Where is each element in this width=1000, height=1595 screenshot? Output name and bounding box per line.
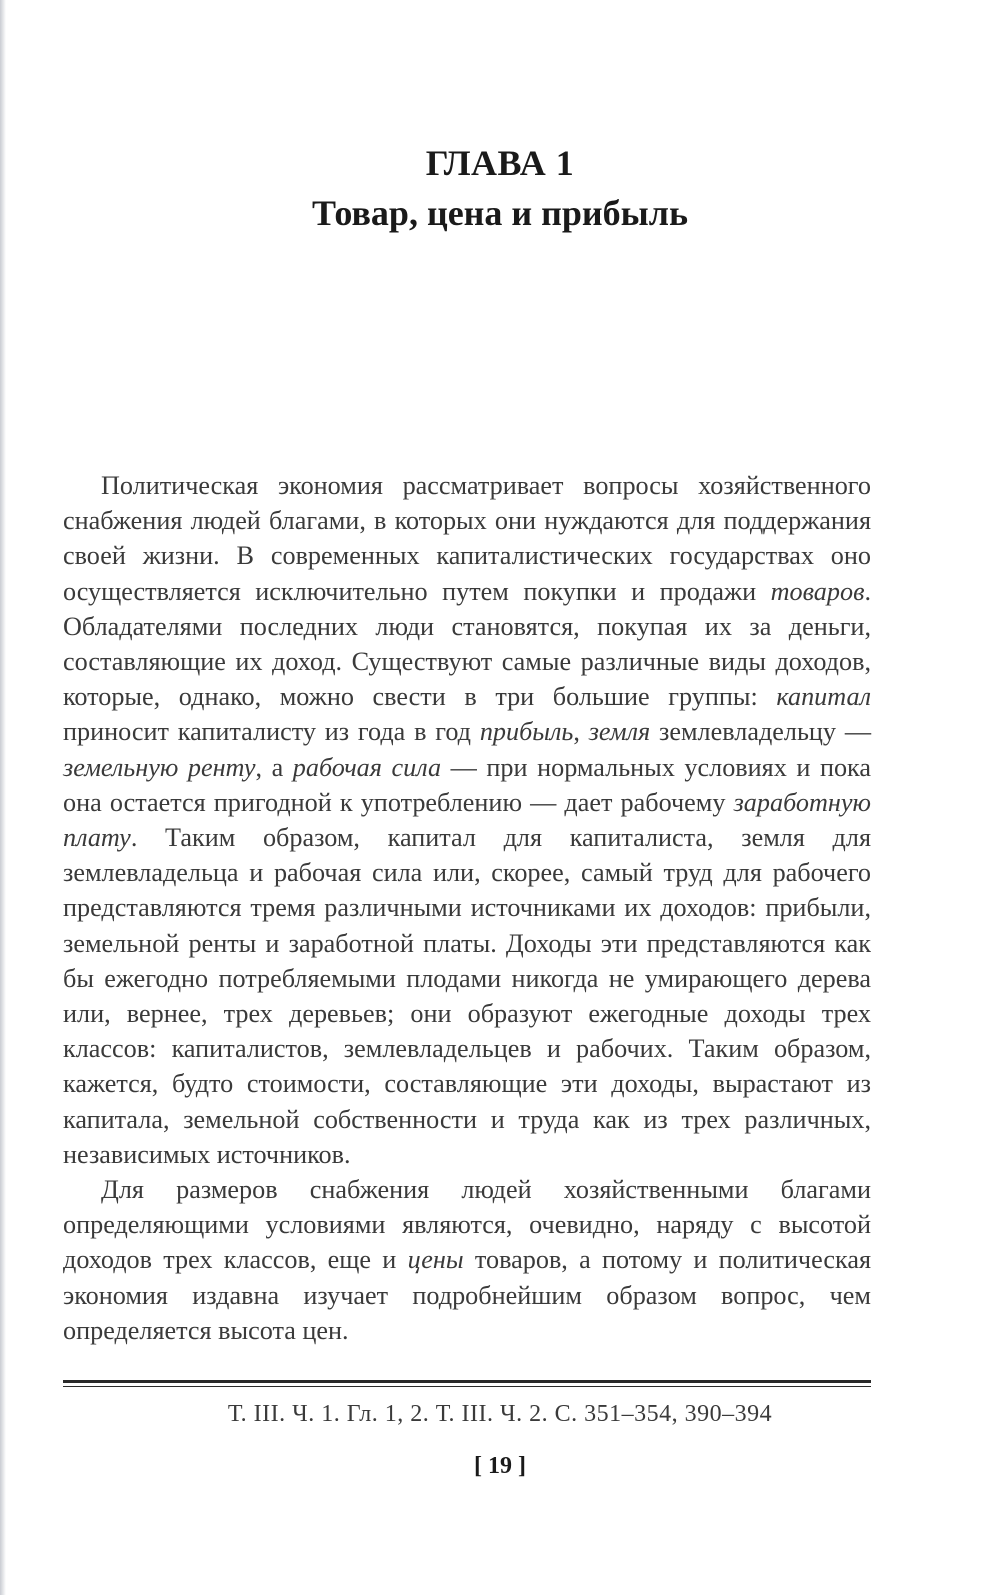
source-reference: Т. III. Ч. 1. Гл. 1, 2. Т. III. Ч. 2. С. 351–354, 390–394: [227, 1401, 773, 1427]
text-segment: ,: [573, 717, 589, 747]
italic-term: прибыль: [479, 717, 574, 747]
text-segment: Для размеров снабжения людей хозяйственными благами определяющими условиями являются, очевидно, наряду с высотой доходов трех классов, еще и: [63, 1175, 871, 1275]
chapter-header: [0, 138, 1000, 238]
italic-term: товаров: [770, 576, 865, 606]
text-segment: товаров, а потому и политическая экономия издавна изучает подробнейшим образом вопрос, чем определяется высота цен.: [63, 1245, 871, 1345]
text-segment: — при нормальных условиях и пока она остается пригодной к употреблению — дает рабочему: [63, 752, 872, 817]
text-segment: землевладельцу —: [650, 717, 872, 747]
text-segment: , а: [255, 752, 293, 782]
body-text: [63, 468, 871, 1348]
italic-term: земля: [588, 717, 651, 747]
text-segment: Политическая экономия рассматривает вопросы хозяйственного снабжения людей благами, в которых они нуждаются для поддержания своей жизни. В современных капиталистических государствах оно осуществляется исключительно путем покупки и продажи: [63, 471, 871, 606]
footer-rule-thick: [63, 1380, 871, 1383]
page-number: [ 19 ]: [474, 1453, 526, 1479]
italic-term: земельную ренту: [63, 752, 256, 782]
paragraph-2: [63, 1172, 871, 1348]
chapter-title: Товар, цена и прибыль: [311, 193, 688, 233]
italic-term: капитал: [776, 682, 871, 712]
text-segment: приносит капиталисту из года в год: [63, 717, 480, 747]
text-segment: . Таким образом, капитал для капиталиста, земля для землевладельца и рабочая сила или, скорее, самый труд для рабочего представляются тремя различными источниками их доходов: прибыли, земельной ренты и заработной платы. Доходы эти представляются как бы ежегодно потребляемыми плодами никогда не умирающего дерева или, вернее, трех деревьев; они образуют ежегодные доходы трех классов: капиталистов, землевладельцев и рабочих. Таким образом, кажется, будто стоимости, составляющие эти доходы, вырастают из капитала, земельной собственности и труда как из трех различных, независимых источников.: [63, 823, 871, 1169]
footer-rule-thin: [63, 1386, 871, 1387]
italic-term: рабочая сила: [292, 752, 442, 782]
page-edge-shadow: [0, 0, 6, 1595]
italic-term: цены: [407, 1245, 464, 1275]
italic-term: заработную плату: [63, 787, 871, 853]
chapter-label: ГЛАВА 1: [425, 143, 575, 183]
text-segment: . Обладателями последних люди становятся, покупая их за деньги, составляющие их доход. Существуют самые различные виды доходов, которые, однако, можно свести в три большие группы:: [63, 576, 871, 712]
paragraph-1: [63, 468, 871, 1172]
